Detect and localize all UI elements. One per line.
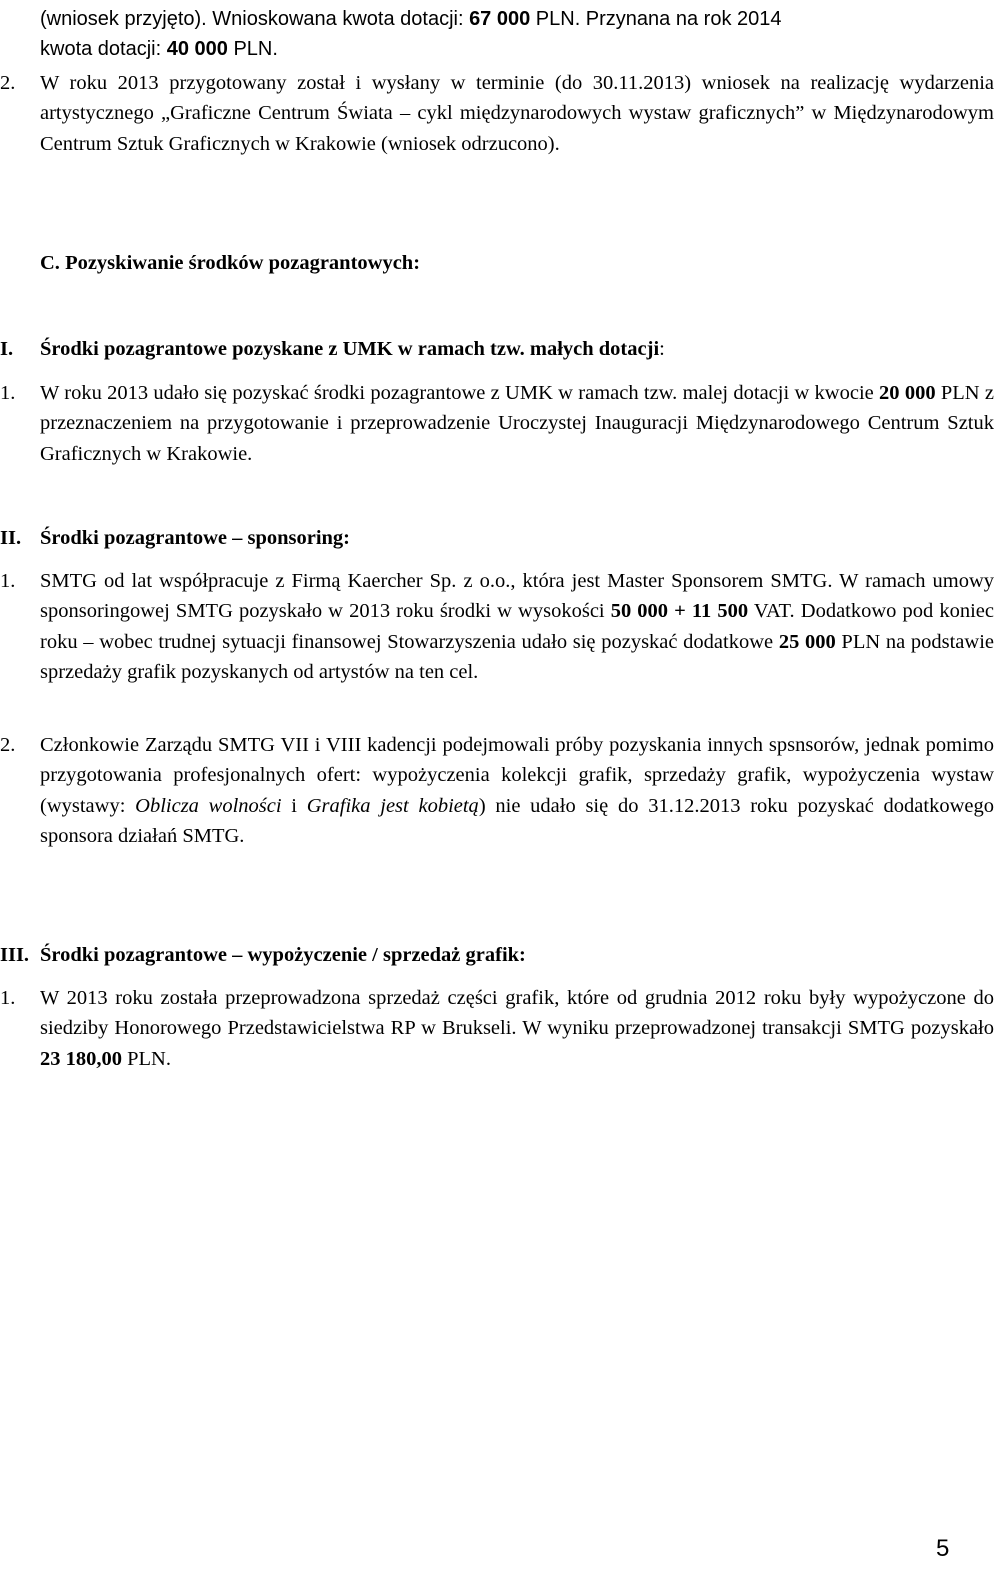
list-item-i1: 1. W roku 2013 udało się pozyskać środki pozagrantowe z UMK w ramach tzw. malej dotacji w kwocie 20 000 PLN z przeznaczeniem na przygotowanie i przeprowadzenie Uroczystej Inauguracji Międzynarodowego Centrum Sztuk Graficznych w Krakowie. [0,382,994,465]
list-item-iii1: 1. W 2013 roku została przeprowadzona sprzedaż części grafik, które od grudnia 2012 roku były wypożyczone do siedziby Honorowego Przedstawicielstwa RP w Brukseli. W wyniku przeprowadzonej transakcji SMTG pozyskało 23 180,00 PLN. [0,987,994,1070]
exhibition-title-2: Grafika jest kobietą [306,794,479,817]
sponsorship-amount: 50 000 + 11 500 [610,600,749,623]
requested-amount: 67 000 [469,8,531,30]
section-c-heading: C. Pozyskiwanie środków pozagrantowych: [40,252,421,274]
top-paragraph-line-1: (wniosek przyjęto). Wnioskowana kwota dotacji: 67 000 PLN. Przynana na rok 2014 [40,8,782,30]
exhibition-title-1: Oblicza wolności [135,794,282,817]
subsection-ii-heading: II. Środki pozagrantowe – sponsoring: [0,527,351,549]
top-paragraph-line-2: kwota dotacji: 40 000 PLN. [40,38,278,60]
small-grant-amount: 20 000 [879,382,936,404]
granted-amount: 40 000 [166,38,228,60]
top-paragraph [40,4,954,64]
list-item-ii2: 2. Członkowie Zarządu SMTG VII i VIII kadencji podejmowali próby pozyskania innych spsnsorów, jednak pomimo przygotowania profesjonalnych ofert: wypożyczenia kolekcji grafik, sprzedaży grafik, wypożyczenia wystaw (wystawy: Oblicza wolności i Grafika jest kobietą) nie udało się do 31.12.2013 roku pozyskać dodatkowego sponsora działań SMTG. [0,734,994,848]
list-item-ii1: 1. SMTG od lat współpracuje z Firmą Kaercher Sp. z o.o., która jest Master Sponsorem SMTG. W ramach umowy sponsoringowej SMTG pozyskało w 2013 roku środki w wysokości 50 000 + 11 500 VAT. Dodatkowo pod koniec roku – wobec trudnej sytuacji finansowej Stowarzyszenia udało się pozyskać dodatkowe 25 000 PLN na podstawie sprzedaży grafik pozyskanych od artystów na ten cel. [0,570,994,684]
list-item-a2: 2. W roku 2013 przygotowany został i wysłany w terminie (do 30.11.2013) wniosek na realizację wydarzenia artystycznego „Graficzne Centrum Świata – cykl międzynarodowych wystaw graficznych” w Międzynarodowym Centrum Sztuk Graficznych w Krakowie (wniosek odrzucono). [0,72,994,155]
sale-amount: 23 180,00 [40,1047,122,1070]
subsection-i-heading: I. Środki pozagrantowe pozyskane z UMK w ramach tzw. małych dotacji: [0,338,665,360]
page-number: 5 [936,1535,950,1562]
subsection-iii-heading: III. Środki pozagrantowe – wypożyczenie / sprzedaż grafik: [0,944,526,966]
additional-amount: 25 000 [778,630,836,653]
